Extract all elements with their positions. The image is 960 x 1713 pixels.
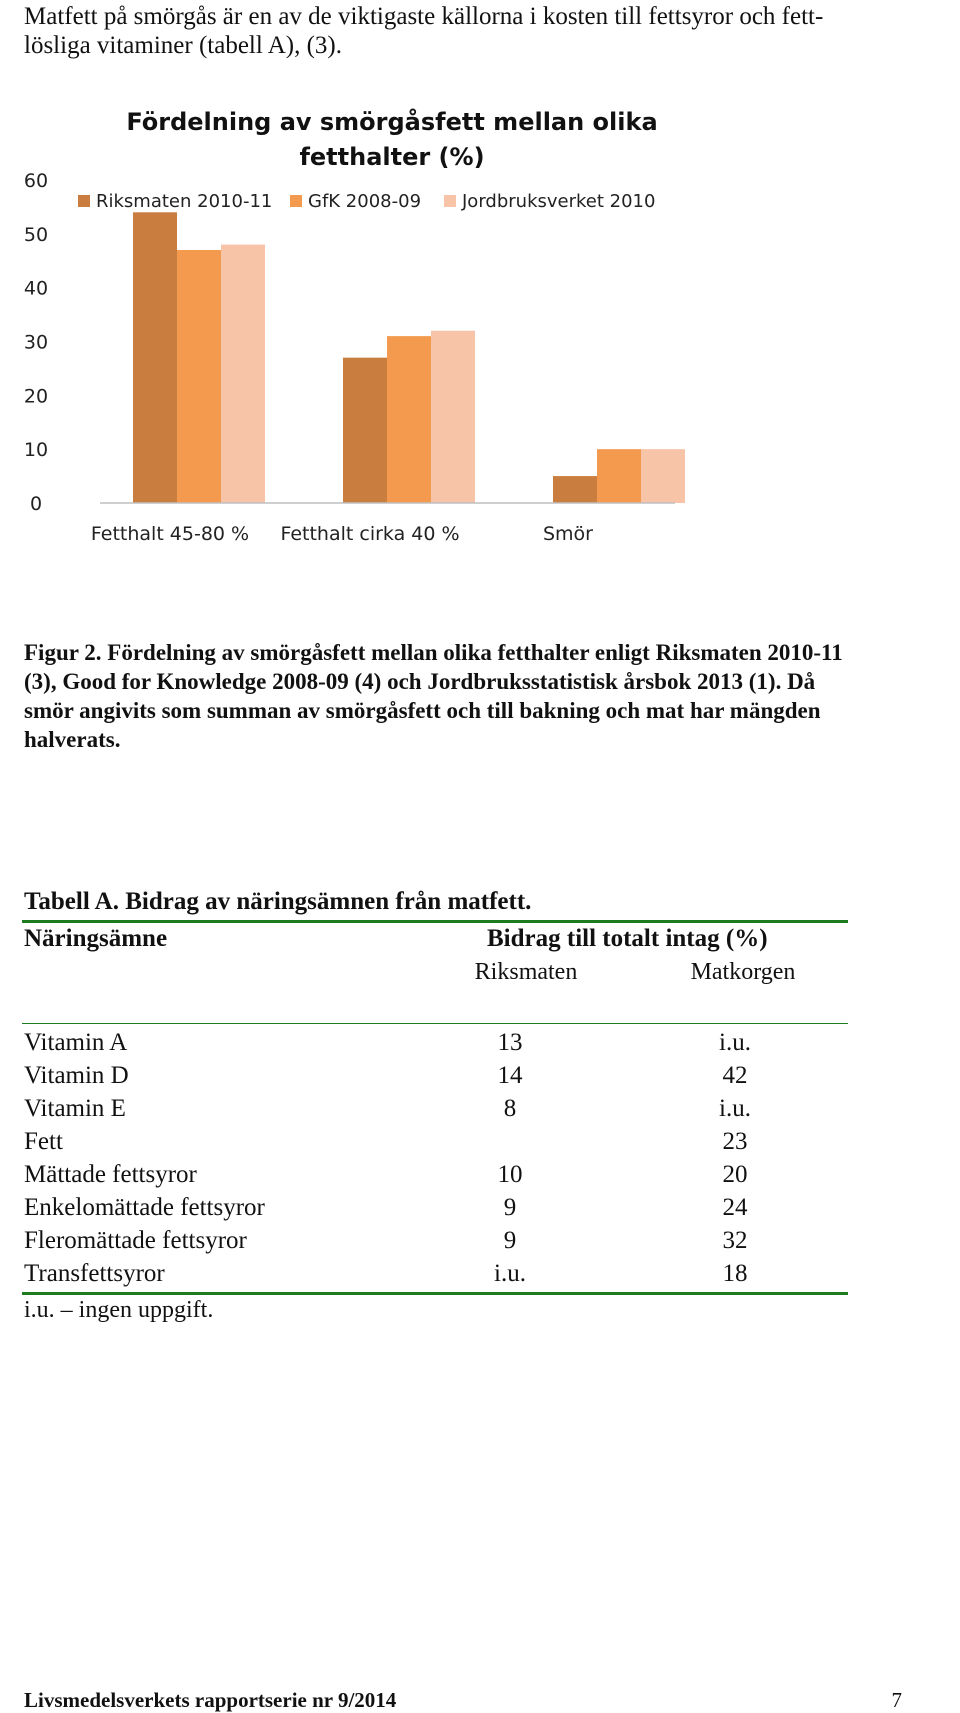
figure-caption: [24, 638, 949, 754]
intro-paragraph: [24, 2, 934, 60]
table-row: [0, 1026, 900, 1059]
nutrient-name: Vitamin A: [24, 1029, 128, 1056]
legend-label: GfK 2008-09: [308, 191, 422, 212]
value-riksmaten: i.u.: [494, 1260, 526, 1287]
bar: [221, 245, 265, 503]
table-bottom-rule: [22, 1292, 848, 1295]
nutrient-name: Fleromättade fettsyror: [24, 1227, 247, 1254]
bar: [133, 212, 177, 503]
value-riksmaten: 14: [497, 1062, 523, 1089]
value-matkorgen: 20: [722, 1161, 748, 1188]
y-tick-label: 40: [23, 277, 49, 300]
table-row: [0, 1257, 900, 1290]
legend-swatch: [290, 195, 302, 207]
nutrient-name: Fett: [24, 1128, 63, 1155]
chart-legend: [78, 191, 655, 212]
nutrient-name: Transfettsyror: [24, 1260, 165, 1287]
table-row: [0, 1158, 900, 1191]
intro-line: lösliga vitaminer (tabell A), (3).: [24, 32, 342, 59]
bar: [597, 449, 641, 503]
chart-bars: [133, 212, 685, 503]
y-tick-label: 0: [29, 493, 43, 515]
y-tick-label: 20: [23, 385, 49, 408]
nutrient-name: Vitamin D: [24, 1062, 129, 1089]
value-matkorgen: 42: [722, 1062, 748, 1089]
bar: [177, 250, 221, 503]
value-matkorgen: 32: [722, 1227, 748, 1254]
value-riksmaten: 8: [503, 1095, 517, 1122]
caption-line: Figur 2. Fördelning av smörgåsfett mellan olika fetthalter enligt Riksmaten 2010-11: [24, 640, 843, 665]
caption-line: halverats.: [24, 727, 121, 752]
caption-line: (3), Good for Knowledge 2008-09 (4) och Jordbruksstatistisk årsbok 2013 (1). Då: [24, 669, 816, 694]
y-tick-label: 50: [23, 223, 49, 246]
value-matkorgen: i.u.: [719, 1029, 751, 1056]
nutrient-name: Vitamin E: [24, 1095, 126, 1122]
header-contribution: Bidrag till totalt intag (%): [487, 925, 768, 952]
chart-title-line: fetthalter (%): [299, 143, 485, 171]
x-tick-label: Fetthalt 45-80 %: [90, 523, 250, 545]
value-riksmaten: 13: [497, 1029, 523, 1056]
value-matkorgen: i.u.: [719, 1095, 751, 1122]
y-tick-label: 60: [23, 170, 49, 192]
table-footnote: i.u. – ingen uppgift.: [24, 1297, 214, 1323]
page-number: 7: [891, 1688, 902, 1712]
report-series: Livsmedelsverkets rapportserie nr 9/2014: [24, 1688, 397, 1712]
table-row: [0, 1125, 900, 1158]
y-axis: [24, 170, 48, 515]
value-matkorgen: 18: [722, 1260, 748, 1287]
nutrient-name: Mättade fettsyror: [24, 1161, 197, 1188]
table-top-rule: [22, 920, 848, 923]
chart-title-line: Fördelning av smörgåsfett mellan olika: [126, 108, 658, 136]
subheader-matkorgen: Matkorgen: [690, 959, 796, 985]
table-row: [0, 1191, 900, 1224]
value-riksmaten: 9: [503, 1227, 517, 1254]
y-tick-label: 10: [23, 439, 49, 462]
value-riksmaten: 10: [497, 1161, 523, 1188]
caption-line: smör angivits som summan av smörgåsfett och till bakning och mat har mängden: [24, 698, 821, 723]
legend-label: Riksmaten 2010-11: [96, 191, 273, 212]
nutrient-name: Enkelomättade fettsyror: [24, 1194, 265, 1221]
chart-title: [126, 107, 657, 171]
table-row: [0, 1224, 900, 1257]
x-axis-labels: [91, 523, 593, 545]
intro-line: Matfett på smörgås är en av de viktigaste källorna i kosten till fettsyror och fett-: [24, 3, 824, 30]
bar: [343, 358, 387, 503]
legend-swatch: [444, 195, 456, 207]
bar: [431, 331, 475, 503]
value-matkorgen: 24: [722, 1194, 748, 1221]
bar-chart: [0, 95, 760, 615]
table-title: Tabell A. Bidrag av näringsämnen från matfett.: [24, 888, 532, 915]
value-riksmaten: 9: [503, 1194, 517, 1221]
subheader-riksmaten: Riksmaten: [474, 959, 578, 985]
y-tick-label: 30: [23, 331, 49, 354]
x-tick-label: Smör: [542, 523, 594, 545]
table-header-rule: [22, 1023, 848, 1024]
value-matkorgen: 23: [722, 1128, 748, 1155]
legend-swatch: [78, 195, 90, 207]
legend-label: Jordbruksverket 2010: [462, 191, 656, 212]
x-tick-label: Fetthalt cirka 40 %: [280, 523, 460, 545]
table-row: [0, 1092, 900, 1125]
bar: [387, 336, 431, 503]
bar: [553, 476, 597, 503]
table-row: [0, 1059, 900, 1092]
header-nutrient: Näringsämne: [24, 925, 168, 952]
bar: [641, 449, 685, 503]
